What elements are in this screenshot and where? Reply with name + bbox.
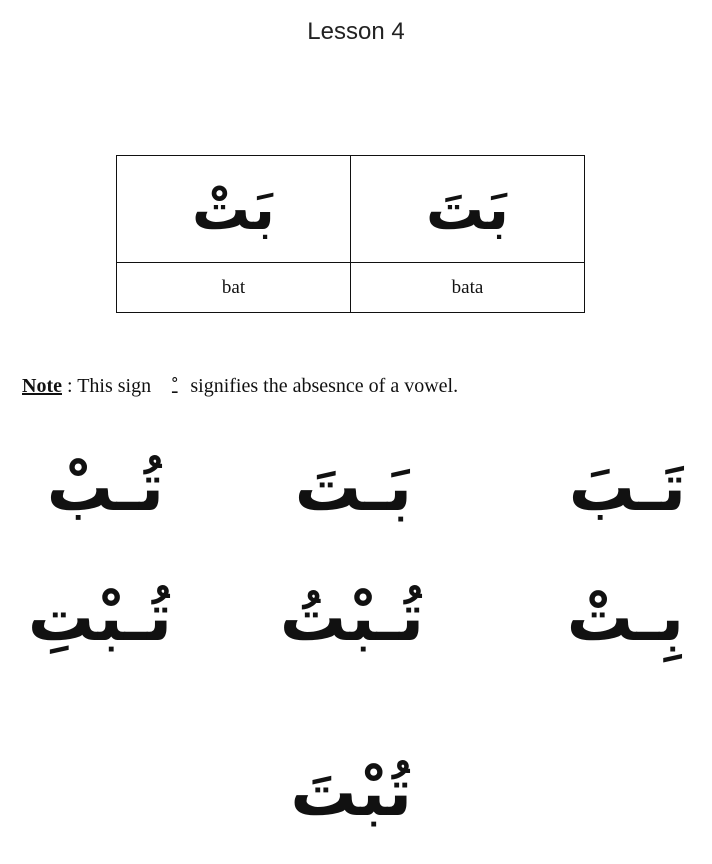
arabic-cell-bat: بَتْ	[117, 156, 351, 263]
word-bata: بَـتَ	[294, 449, 412, 526]
note-separator: :	[66, 375, 73, 397]
page-title: Lesson 4	[307, 18, 405, 45]
arabic-cell-bata: بَتَ	[351, 156, 585, 263]
translit-cell-bata: bata	[351, 263, 585, 313]
note-text-before: This sign	[77, 375, 152, 397]
word-tubti: تُـبْتِ	[27, 579, 172, 656]
word-tab-fatha: تَـبَ	[568, 449, 686, 526]
note-label: Note	[22, 375, 62, 397]
translit-cell-bat: bat	[117, 263, 351, 313]
note-paragraph	[22, 375, 458, 398]
word-tubtu: تُـبْتُ	[279, 579, 424, 656]
lesson-table	[116, 155, 585, 313]
arabic-row	[117, 156, 585, 263]
sukun-sign-icon: ـْ	[172, 376, 178, 398]
word-tubta: تُبْتَ	[290, 754, 412, 831]
note-text-after: signifies the absesnce of a vowel.	[190, 375, 459, 397]
transliteration-row	[117, 263, 585, 313]
word-bit: بِـتْ	[566, 579, 684, 656]
word-tub: تُـبْ	[46, 449, 164, 526]
